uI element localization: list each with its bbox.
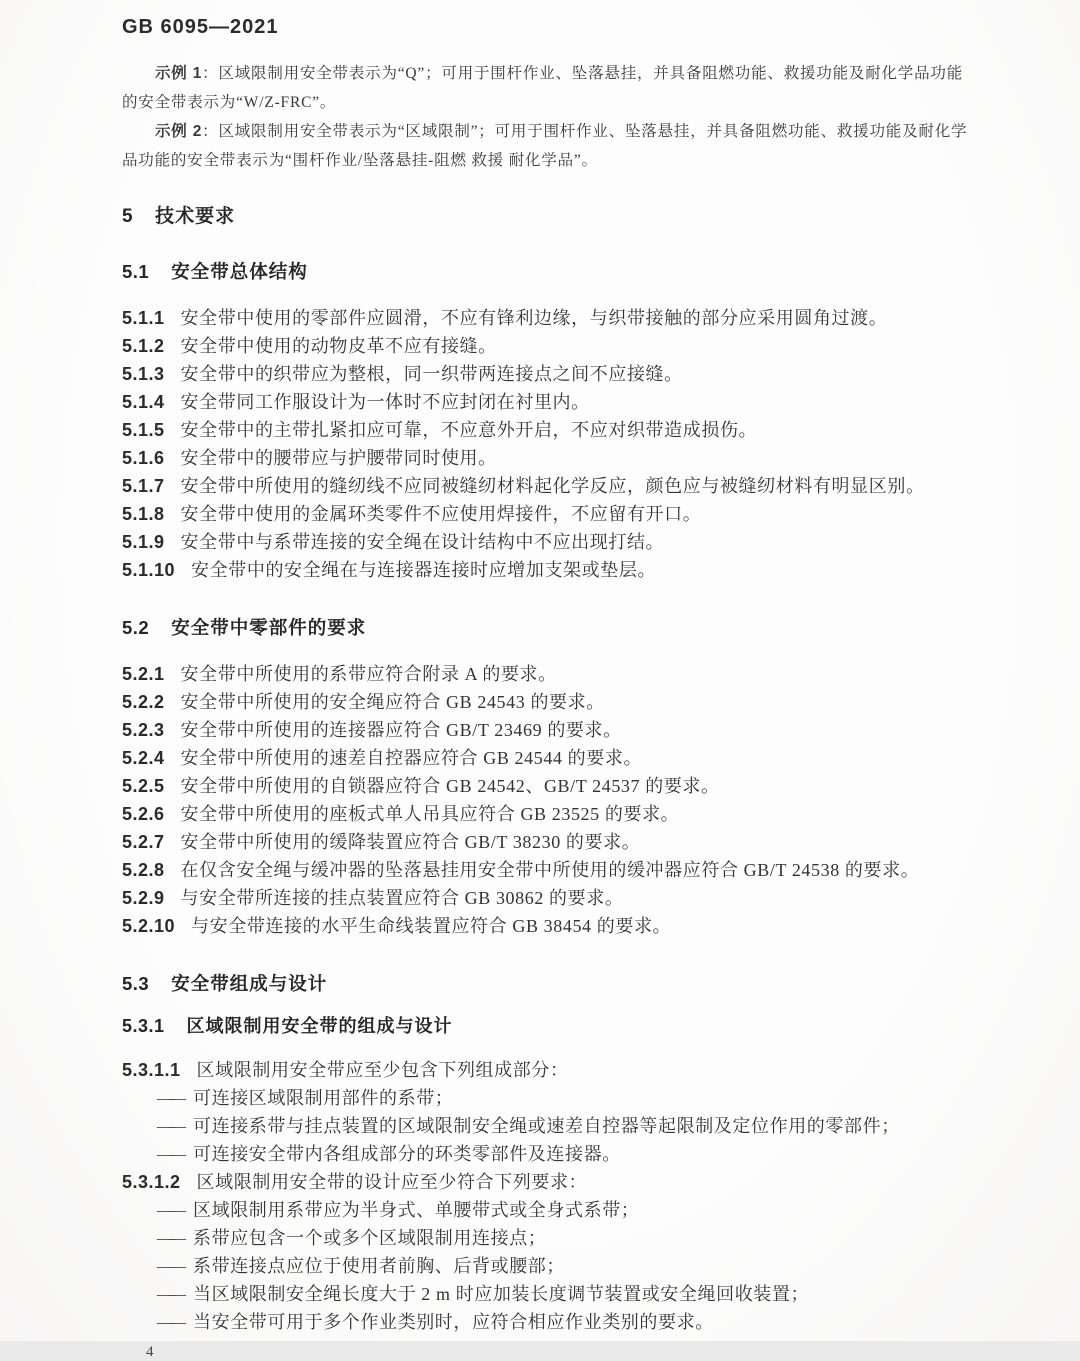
clause-5-3-1-number: 5.3.1: [122, 1016, 165, 1036]
clause-item: [122, 1168, 968, 1196]
clause-number: 5.2.1: [122, 664, 165, 684]
list-item-text: 当安全带可用于多个作业类别时，应符合相应作业类别的要求。: [193, 1312, 714, 1332]
clause-item: [122, 388, 968, 416]
clause-item: [122, 716, 968, 744]
clause-text: 安全带中所使用的速差自控器应符合 GB 24544 的要求。: [180, 748, 643, 768]
list-item: [122, 1196, 968, 1224]
clause-text: 安全带中的安全绳在与连接器连接时应增加支架或垫层。: [191, 560, 657, 580]
clause-item: [122, 332, 968, 360]
clause-5-3-title: 安全带组成与设计: [171, 973, 328, 994]
list-item-text: 区域限制用系带应为半身式、单腰带式或全身式系带；: [193, 1200, 640, 1220]
clause-number: 5.1.2: [122, 336, 165, 356]
clause-text: 安全带中所使用的座板式单人吊具应符合 GB 23525 的要求。: [180, 804, 680, 824]
clause-item: [122, 304, 968, 332]
clause-item: [122, 828, 968, 856]
list-item-text: 可连接系带与挂点装置的区域限制安全绳或速差自控器等起限制及定位作用的零部件；: [193, 1116, 900, 1136]
clause-text: 与安全带所连接的挂点装置应符合 GB 30862 的要求。: [180, 888, 624, 908]
clause-item: [122, 360, 968, 388]
list-item: [122, 1308, 968, 1336]
dash-icon: ——: [157, 1228, 179, 1248]
clause-item: [122, 416, 968, 444]
clause-5-title: 技术要求: [155, 206, 236, 227]
clause-number: 5.2.9: [122, 888, 165, 908]
example-note-1: [122, 59, 968, 117]
clause-number: 5.3.1.1: [122, 1060, 181, 1080]
list-item-text: 系带应包含一个或多个区域限制用连接点；: [193, 1228, 547, 1248]
list-item: [122, 1112, 968, 1140]
clause-5-3-1-heading: [122, 1012, 968, 1038]
clause-text: 安全带中所使用的安全绳应符合 GB 24543 的要求。: [180, 692, 605, 712]
clause-text: 安全带中所使用的系带应符合附录 A 的要求。: [180, 664, 557, 684]
clause-number: 5.2.2: [122, 692, 165, 712]
dash-icon: ——: [157, 1200, 179, 1220]
clause-number: 5.1.6: [122, 448, 165, 468]
clause-item: [122, 444, 968, 472]
clause-text: 区域限制用安全带应至少包含下列组成部分：: [196, 1060, 569, 1080]
clause-5-2-number: 5.2: [122, 617, 150, 638]
clause-text: 与安全带连接的水平生命线装置应符合 GB 38454 的要求。: [191, 916, 672, 936]
example-2-label: 示例 2: [155, 123, 203, 140]
example-1-label: 示例 1: [155, 65, 203, 82]
dash-icon: ——: [157, 1312, 179, 1332]
list-item: [122, 1140, 968, 1168]
dash-icon: ——: [157, 1088, 179, 1108]
clause-number: 5.1.10: [122, 560, 176, 580]
clause-item: [122, 660, 968, 688]
clause-text: 安全带中所使用的连接器应符合 GB/T 23469 的要求。: [180, 720, 622, 740]
clause-item: [122, 800, 968, 828]
clause-number: 5.2.10: [122, 916, 176, 936]
clause-item: [122, 744, 968, 772]
clause-text: 安全带中使用的零部件应圆滑，不应有锋利边缘，与织带接触的部分应采用圆角过渡。: [180, 308, 888, 328]
clause-item: [122, 472, 968, 500]
list-item-text: 可连接区域限制用部件的系带；: [193, 1088, 454, 1108]
dash-icon: ——: [157, 1256, 179, 1276]
standard-number: GB 6095—2021: [122, 16, 279, 38]
clause-text: 区域限制用安全带的设计应至少符合下列要求：: [196, 1172, 588, 1192]
dash-icon: ——: [157, 1116, 179, 1136]
clause-5-1-number: 5.1: [122, 261, 150, 282]
clause-text: 在仅含安全绳与缓冲器的坠落悬挂用安全带中所使用的缓冲器应符合 GB/T 24538 的要求。: [180, 860, 920, 880]
clause-item: [122, 884, 968, 912]
clause-number: 5.1.9: [122, 532, 165, 552]
clause-5-2-heading: [122, 614, 968, 640]
clause-number: 5.2.3: [122, 720, 165, 740]
clause-item: [122, 556, 968, 584]
clause-5-1-title: 安全带总体结构: [171, 261, 308, 282]
clause-text: 安全带中的腰带应与护腰带同时使用。: [180, 448, 497, 468]
clause-text: 安全带中所使用的缓降装置应符合 GB/T 38230 的要求。: [180, 832, 641, 852]
clause-5-2-title: 安全带中零部件的要求: [171, 617, 367, 638]
clause-number: 5.1.7: [122, 476, 165, 496]
clause-item: [122, 528, 968, 556]
dash-icon: ——: [157, 1144, 179, 1164]
clause-text: 安全带中使用的动物皮革不应有接缝。: [180, 336, 497, 356]
clause-number: 5.3.1.2: [122, 1172, 181, 1192]
clause-number: 5.2.8: [122, 860, 165, 880]
clause-number: 5.2.6: [122, 804, 165, 824]
list-item: [122, 1280, 968, 1308]
list-item: [122, 1252, 968, 1280]
clause-text: 安全带同工作服设计为一体时不应封闭在衬里内。: [180, 392, 590, 412]
clause-text: 安全带中所使用的自锁器应符合 GB 24542、GB/T 24537 的要求。: [180, 776, 720, 796]
clause-number: 5.1.8: [122, 504, 165, 524]
list-item-text: 当区域限制安全绳长度大于 2 m 时应加装长度调节装置或安全绳回收装置；: [193, 1284, 810, 1304]
clause-number: 5.1.3: [122, 364, 165, 384]
list-item: [122, 1084, 968, 1112]
clause-5-3-number: 5.3: [122, 973, 150, 994]
clause-item: [122, 912, 968, 940]
list-item-text: 系带连接点应位于使用者前胸、后背或腰部；: [193, 1256, 565, 1276]
clause-number: 5.1.1: [122, 308, 165, 328]
clause-number: 5.1.5: [122, 420, 165, 440]
example-1-text: ：区域限制用安全带表示为“Q”；可用于围杆作业、坠落悬挂，并具备阻燃功能、救援功能及耐化学品功能的安全带表示为“W/Z-FRC”。: [122, 65, 963, 111]
clause-5-1-items: [122, 304, 968, 584]
clause-text: 安全带中使用的金属环类零件不应使用焊接件，不应留有开口。: [180, 504, 702, 524]
clause-text: 安全带中的主带扎紧扣应可靠，不应意外开启，不应对织带造成损伤。: [180, 420, 758, 440]
clause-item: [122, 688, 968, 716]
page-number: 4: [146, 1344, 154, 1360]
example-note-2: [122, 117, 968, 175]
clause-number: 5.2.5: [122, 776, 165, 796]
clause-number: 5.2.7: [122, 832, 165, 852]
clause-text: 安全带中与系带连接的安全绳在设计结构中不应出现打结。: [180, 532, 665, 552]
clause-item: [122, 500, 968, 528]
clause-text: 安全带中的织带应为整根，同一织带两连接点之间不应接缝。: [180, 364, 683, 384]
clause-5-3-1-title: 区域限制用安全带的组成与设计: [186, 1016, 453, 1036]
clause-5-heading: [122, 201, 968, 228]
clause-item: [122, 1056, 968, 1084]
clause-number: 5.2.4: [122, 748, 165, 768]
example-2-text: ：区域限制用安全带表示为“区域限制”；可用于围杆作业、坠落悬挂，并具备阻燃功能、救援功能及耐化学品功能的安全带表示为“围杆作业/坠落悬挂-阻燃 救援 耐化学品”。: [122, 123, 968, 169]
clause-item: [122, 856, 968, 884]
clause-text: 安全带中所使用的缝纫线不应同被缝纫材料起化学反应，颜色应与被缝纫材料有明显区别。: [180, 476, 925, 496]
clause-5-2-items: [122, 660, 968, 940]
list-item: [122, 1224, 968, 1252]
clause-number: 5.1.4: [122, 392, 165, 412]
clause-5-1-heading: [122, 258, 968, 284]
clause-item: [122, 772, 968, 800]
examples-block: [122, 59, 968, 175]
clause-5-number: 5: [122, 206, 134, 227]
list-item-text: 可连接安全带内各组成部分的环类零部件及连接器。: [193, 1144, 621, 1164]
clause-5-3-heading: [122, 970, 968, 996]
dash-icon: ——: [157, 1284, 179, 1304]
